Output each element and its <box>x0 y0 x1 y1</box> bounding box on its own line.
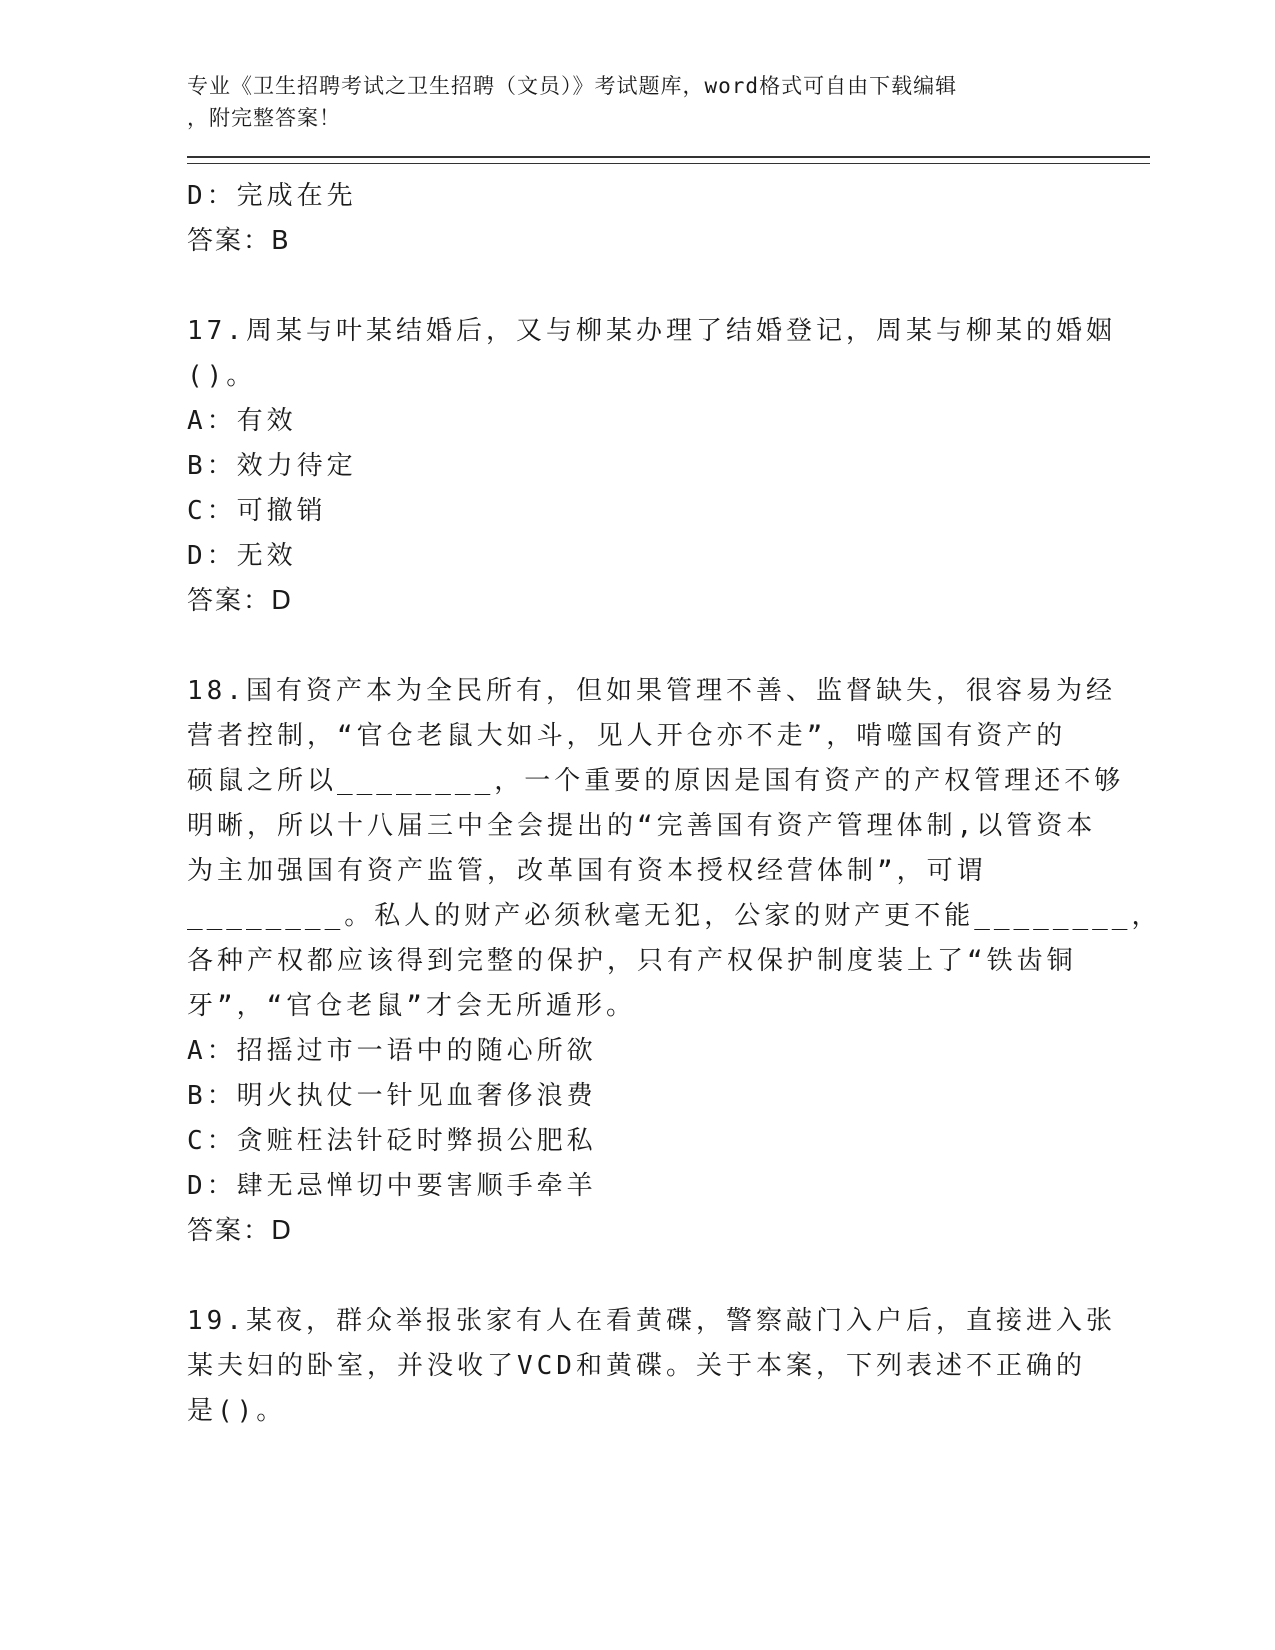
option-b: B：效力待定 <box>187 451 357 481</box>
option-c: C：贪赃枉法针砭时弊损公肥私 <box>187 1126 597 1156</box>
question-19 <box>187 1299 1147 1434</box>
question-17 <box>187 309 1147 624</box>
option-d: D：完成在先 <box>187 181 357 211</box>
question-line: 是()。 <box>187 1396 287 1426</box>
option-d: D：肆无忌惮切中要害顺手牵羊 <box>187 1171 597 1201</box>
option-a: A：招摇过市一语中的随心所欲 <box>187 1036 597 1066</box>
document-header <box>187 70 1067 134</box>
question-line: 18.国有资产本为全民所有，但如果管理不善、监督缺失，很容易为经 <box>187 676 1116 706</box>
header-divider <box>187 156 1150 164</box>
question-line: 明晰，所以十八届三中全会提出的“完善国有资产管理体制,以管资本 <box>187 811 1097 841</box>
question-line: 17.周某与叶某结婚后，又与柳某办理了结婚登记，周某与柳某的婚姻 <box>187 316 1116 346</box>
answer-line: 答案：B <box>187 226 291 256</box>
question-18 <box>187 669 1162 1254</box>
document-body <box>187 174 1162 1434</box>
question-line: 牙”，“官仓老鼠”才会无所遁形。 <box>187 991 636 1021</box>
header-line: ，附完整答案！ <box>187 106 341 130</box>
question-continuation <box>187 174 1147 264</box>
question-line: 为主加强国有资产监管，改革国有资本授权经营体制”，可谓 <box>187 856 987 886</box>
answer-line: 答案：D <box>187 586 294 616</box>
question-line: 硕鼠之所以________，一个重要的原因是国有资产的产权管理还不够 <box>187 766 1125 796</box>
option-c: C：可撤销 <box>187 496 327 526</box>
answer-line: 答案：D <box>187 1216 294 1246</box>
question-text <box>187 309 1147 399</box>
question-line: 各种产权都应该得到完整的保护，只有产权保护制度装上了“铁齿铜 <box>187 946 1077 976</box>
question-text <box>187 669 1162 1029</box>
question-line: 19.某夜，群众举报张家有人在看黄碟，警察敲门入户后，直接进入张 <box>187 1306 1116 1336</box>
question-line: 某夫妇的卧室，并没收了VCD和黄碟。关于本案，下列表述不正确的 <box>187 1351 1086 1381</box>
question-text <box>187 1299 1147 1434</box>
question-line: 营者控制，“官仓老鼠大如斗，见人开仓亦不走”，啃噬国有资产的 <box>187 721 1067 751</box>
document-page <box>187 70 1162 1434</box>
question-line: ________。私人的财产必须秋毫无犯，公家的财产更不能________， <box>187 901 1162 931</box>
header-line: 专业《卫生招聘考试之卫生招聘（文员）》考试题库，word格式可自由下载编辑 <box>187 74 958 98</box>
option-a: A：有效 <box>187 406 297 436</box>
option-b: B：明火执仗一针见血奢侈浪费 <box>187 1081 597 1111</box>
option-d: D：无效 <box>187 541 297 571</box>
question-line: ()。 <box>187 361 257 391</box>
